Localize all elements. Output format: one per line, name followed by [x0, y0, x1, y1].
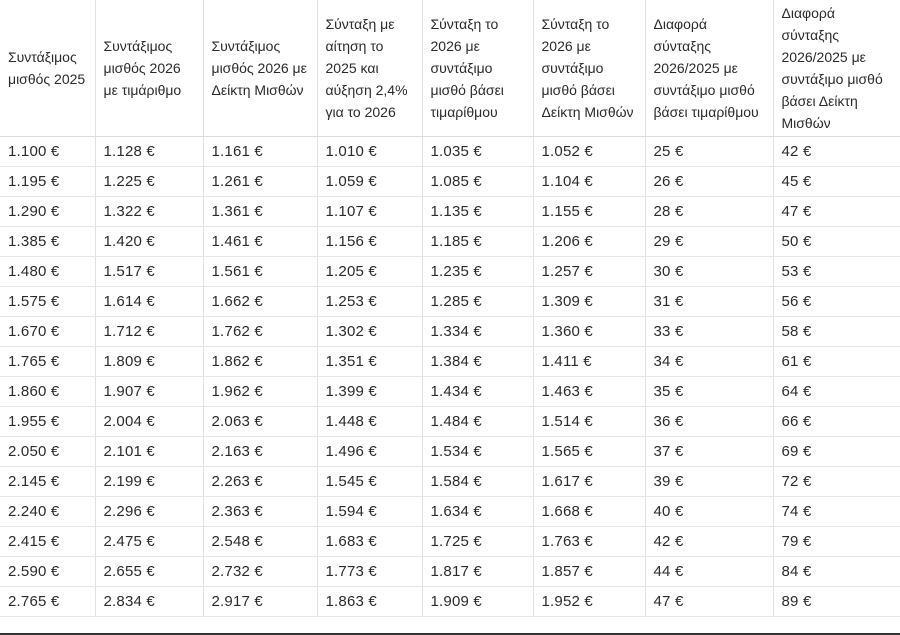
table-cell: 35 €	[645, 376, 773, 406]
table-row	[0, 166, 900, 196]
table-cell: 1.085 €	[422, 166, 533, 196]
table-cell: 1.662 €	[203, 286, 317, 316]
table-cell: 1.863 €	[317, 586, 422, 616]
table-cell: 1.763 €	[533, 526, 645, 556]
table-row	[0, 556, 900, 586]
table-cell: 1.035 €	[422, 136, 533, 166]
table-cell: 42 €	[773, 136, 900, 166]
table-cell: 29 €	[645, 226, 773, 256]
table-cell: 2.655 €	[95, 556, 203, 586]
table-cell: 1.594 €	[317, 496, 422, 526]
column-header: Συντάξιμος μισθός 2025	[0, 0, 95, 136]
table-cell: 56 €	[773, 286, 900, 316]
table-row	[0, 376, 900, 406]
table-cell: 2.145 €	[0, 466, 95, 496]
table-cell: 1.765 €	[0, 346, 95, 376]
table-cell: 1.257 €	[533, 256, 645, 286]
table-cell: 2.163 €	[203, 436, 317, 466]
table-cell: 1.322 €	[95, 196, 203, 226]
table-cell: 34 €	[645, 346, 773, 376]
table-cell: 2.415 €	[0, 526, 95, 556]
table-cell: 44 €	[645, 556, 773, 586]
table-cell: 42 €	[645, 526, 773, 556]
table-cell: 1.480 €	[0, 256, 95, 286]
table-cell: 1.517 €	[95, 256, 203, 286]
table-cell: 58 €	[773, 316, 900, 346]
table-cell: 1.205 €	[317, 256, 422, 286]
table-cell: 1.668 €	[533, 496, 645, 526]
table-cell: 79 €	[773, 526, 900, 556]
table-cell: 2.240 €	[0, 496, 95, 526]
table-cell: 1.534 €	[422, 436, 533, 466]
table-cell: 1.334 €	[422, 316, 533, 346]
table-cell: 37 €	[645, 436, 773, 466]
column-header: Σύνταξη το 2026 με συντάξιμο μισθό βάσει τιμαρίθμου	[422, 0, 533, 136]
table-cell: 1.399 €	[317, 376, 422, 406]
table-cell: 2.917 €	[203, 586, 317, 616]
table-cell: 1.059 €	[317, 166, 422, 196]
table-cell: 1.565 €	[533, 436, 645, 466]
table-cell: 1.955 €	[0, 406, 95, 436]
table-cell: 2.548 €	[203, 526, 317, 556]
table-cell: 1.010 €	[317, 136, 422, 166]
table-cell: 31 €	[645, 286, 773, 316]
table-cell: 1.962 €	[203, 376, 317, 406]
table-cell: 1.575 €	[0, 286, 95, 316]
table-row	[0, 496, 900, 526]
table-cell: 1.206 €	[533, 226, 645, 256]
table-cell: 2.363 €	[203, 496, 317, 526]
table-cell: 72 €	[773, 466, 900, 496]
table-row	[0, 586, 900, 616]
table-cell: 2.263 €	[203, 466, 317, 496]
table-cell: 1.909 €	[422, 586, 533, 616]
table-cell: 1.385 €	[0, 226, 95, 256]
table-cell: 89 €	[773, 586, 900, 616]
table-cell: 1.411 €	[533, 346, 645, 376]
table-cell: 1.725 €	[422, 526, 533, 556]
table-cell: 40 €	[645, 496, 773, 526]
table-cell: 2.101 €	[95, 436, 203, 466]
table-cell: 1.104 €	[533, 166, 645, 196]
table-cell: 1.634 €	[422, 496, 533, 526]
table-cell: 1.161 €	[203, 136, 317, 166]
table-cell: 33 €	[645, 316, 773, 346]
header-row	[0, 0, 900, 136]
table-cell: 1.484 €	[422, 406, 533, 436]
table-cell: 47 €	[645, 586, 773, 616]
table-cell: 1.461 €	[203, 226, 317, 256]
table-cell: 47 €	[773, 196, 900, 226]
table-row	[0, 436, 900, 466]
table-cell: 1.463 €	[533, 376, 645, 406]
table-cell: 84 €	[773, 556, 900, 586]
table-header	[0, 0, 900, 136]
table-cell: 1.235 €	[422, 256, 533, 286]
table-cell: 1.545 €	[317, 466, 422, 496]
table-body	[0, 136, 900, 616]
table-row	[0, 406, 900, 436]
table-cell: 2.732 €	[203, 556, 317, 586]
table-cell: 1.857 €	[533, 556, 645, 586]
table-cell: 1.351 €	[317, 346, 422, 376]
table-cell: 1.302 €	[317, 316, 422, 346]
table-row	[0, 466, 900, 496]
table-cell: 1.773 €	[317, 556, 422, 586]
table-row	[0, 196, 900, 226]
table-cell: 1.514 €	[533, 406, 645, 436]
table-cell: 66 €	[773, 406, 900, 436]
table-cell: 1.107 €	[317, 196, 422, 226]
table-row	[0, 136, 900, 166]
table-cell: 1.135 €	[422, 196, 533, 226]
table-cell: 1.285 €	[422, 286, 533, 316]
column-header: Συντάξιμος μισθός 2026 με τιμάριθμο	[95, 0, 203, 136]
table-cell: 1.384 €	[422, 346, 533, 376]
table-cell: 2.590 €	[0, 556, 95, 586]
table-cell: 2.050 €	[0, 436, 95, 466]
table-row	[0, 316, 900, 346]
table-cell: 1.670 €	[0, 316, 95, 346]
table-cell: 1.290 €	[0, 196, 95, 226]
column-header: Σύνταξη το 2026 με συντάξιμο μισθό βάσει Δείκτη Μισθών	[533, 0, 645, 136]
table-cell: 64 €	[773, 376, 900, 406]
table-row	[0, 256, 900, 286]
table-cell: 1.225 €	[95, 166, 203, 196]
table-cell: 2.004 €	[95, 406, 203, 436]
column-header: Διαφορά σύνταξης 2026/2025 με συντάξιμο μισθό βάσει Δείκτη Μισθών	[773, 0, 900, 136]
column-header: Σύνταξη με αίτηση το 2025 και αύξηση 2,4% για το 2026	[317, 0, 422, 136]
table-cell: 53 €	[773, 256, 900, 286]
table-row	[0, 286, 900, 316]
table-cell: 1.420 €	[95, 226, 203, 256]
table-cell: 1.762 €	[203, 316, 317, 346]
table-cell: 2.199 €	[95, 466, 203, 496]
table-row	[0, 526, 900, 556]
table-row	[0, 226, 900, 256]
table-cell: 2.296 €	[95, 496, 203, 526]
table-cell: 1.128 €	[95, 136, 203, 166]
table-cell: 1.434 €	[422, 376, 533, 406]
table-cell: 2.063 €	[203, 406, 317, 436]
table-cell: 1.185 €	[422, 226, 533, 256]
table-cell: 1.360 €	[533, 316, 645, 346]
table-cell: 1.361 €	[203, 196, 317, 226]
table-cell: 1.309 €	[533, 286, 645, 316]
column-header: Διαφορά σύνταξης 2026/2025 με συντάξιμο μισθό βάσει τιμαρίθμου	[645, 0, 773, 136]
table-cell: 1.561 €	[203, 256, 317, 286]
table-cell: 1.100 €	[0, 136, 95, 166]
table-cell: 1.860 €	[0, 376, 95, 406]
table-cell: 1.052 €	[533, 136, 645, 166]
table-cell: 1.496 €	[317, 436, 422, 466]
table-cell: 25 €	[645, 136, 773, 166]
table-cell: 61 €	[773, 346, 900, 376]
table-cell: 1.712 €	[95, 316, 203, 346]
table-cell: 1.683 €	[317, 526, 422, 556]
table-cell: 1.448 €	[317, 406, 422, 436]
table-cell: 39 €	[645, 466, 773, 496]
table-cell: 36 €	[645, 406, 773, 436]
table-cell: 1.155 €	[533, 196, 645, 226]
table-cell: 1.817 €	[422, 556, 533, 586]
table-cell: 69 €	[773, 436, 900, 466]
table-cell: 1.617 €	[533, 466, 645, 496]
table-cell: 1.862 €	[203, 346, 317, 376]
column-header: Συντάξιμος μισθός 2026 με Δείκτη Μισθών	[203, 0, 317, 136]
table-cell: 26 €	[645, 166, 773, 196]
table-cell: 1.614 €	[95, 286, 203, 316]
table-cell: 1.809 €	[95, 346, 203, 376]
table-cell: 2.475 €	[95, 526, 203, 556]
table-cell: 1.907 €	[95, 376, 203, 406]
table-cell: 45 €	[773, 166, 900, 196]
table-row	[0, 346, 900, 376]
table-cell: 50 €	[773, 226, 900, 256]
table-cell: 2.765 €	[0, 586, 95, 616]
table-cell: 1.584 €	[422, 466, 533, 496]
table-cell: 1.156 €	[317, 226, 422, 256]
table-cell: 74 €	[773, 496, 900, 526]
table-cell: 1.261 €	[203, 166, 317, 196]
table-cell: 2.834 €	[95, 586, 203, 616]
table-cell: 1.195 €	[0, 166, 95, 196]
table-cell: 28 €	[645, 196, 773, 226]
table-cell: 1.253 €	[317, 286, 422, 316]
table-cell: 1.952 €	[533, 586, 645, 616]
table-cell: 30 €	[645, 256, 773, 286]
